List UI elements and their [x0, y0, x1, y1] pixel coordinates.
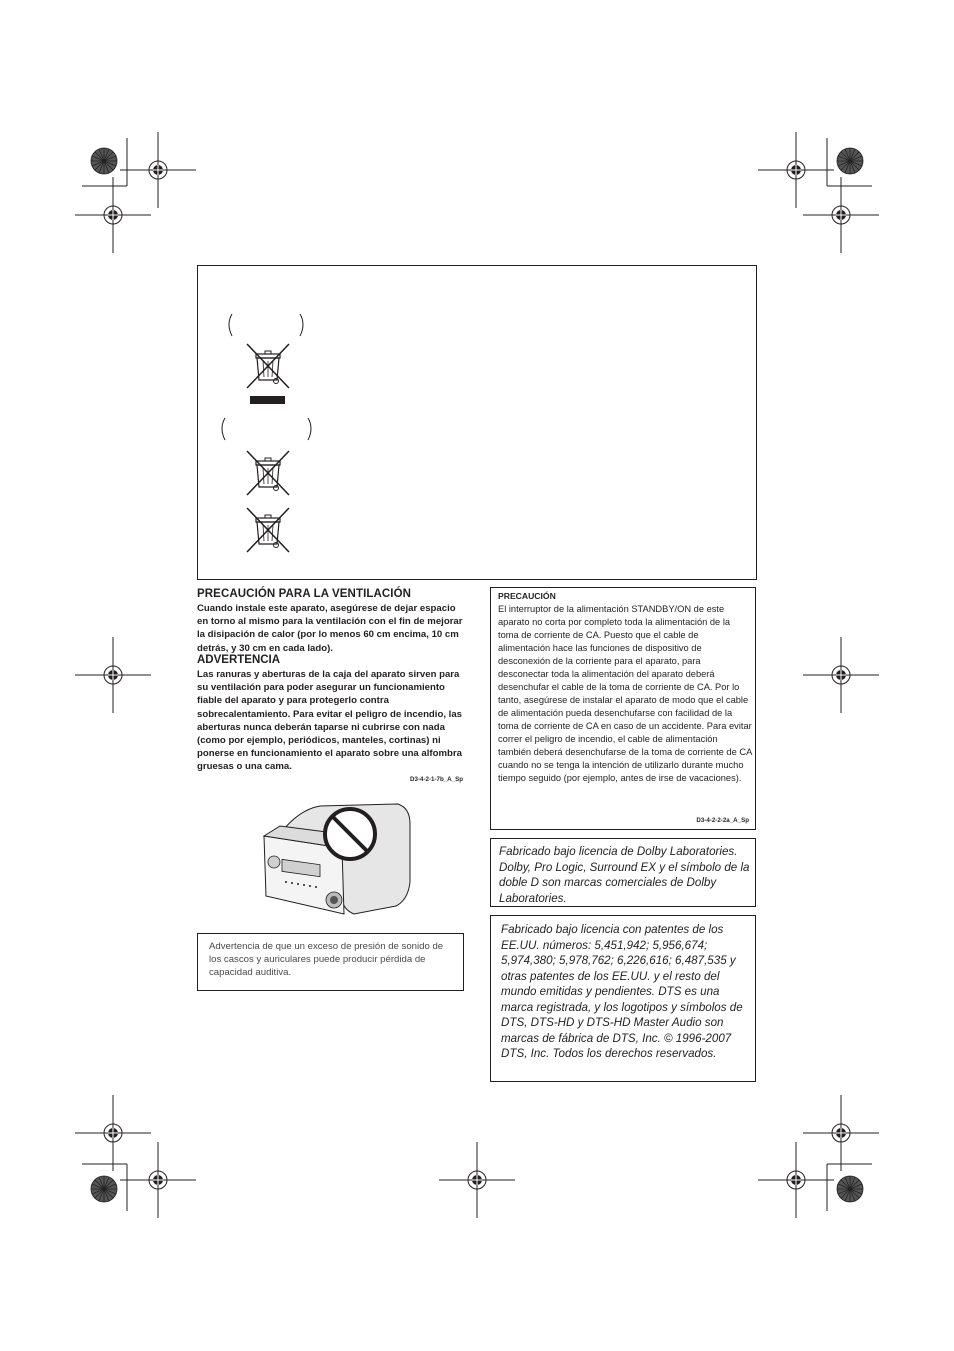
hearing-warning-text: Advertencia de que un exceso de presión de sonido de los cascos y auriculares puede producir pérdida de capacidad auditiva.	[209, 941, 444, 978]
crossed-bin-icon	[247, 451, 289, 495]
ventilation-heading: PRECAUCIÓN PARA LA VENTILACIÓN	[197, 588, 412, 600]
crossed-bin-icon	[247, 344, 289, 388]
dts-license-text: Fabricado bajo licencia con patentes de los EE.UU. números: 5,451,942; 5,956,674; 5,974,380; 5,978,762; 6,226,616; 6,487,535 y otras patentes de los EE.UU. y el resto del mundo emitidas y pendientes. DTS es una marca registrada, y los logotipos y símbolos de DTS, DTS-HD y DTS-HD Master Audio son marcas de fábrica de DTS, Inc. © 1996-2007 DTS, Inc. Todos los derechos reservados.	[501, 923, 743, 1060]
disposal-symbols	[198, 266, 758, 581]
dolby-license-text: Fabricado bajo licencia de Dolby Laboratories. Dolby, Pro Logic, Surround EX y el símbolo de la doble D son marcas comerciales de Dolby Laboratories.	[499, 845, 750, 905]
no-cover-icon	[325, 809, 375, 859]
warning-code: D3-4-2-1-7b_A_Sp	[410, 776, 463, 783]
dts-license-box	[490, 915, 756, 1082]
power-caution-body: El interruptor de la alimentación STANDBY/ON de este aparato no corta por completo toda la alimentación de la toma de corriente de CA. Puesto que el cable de alimentación hace las funciones de dispositivo de desconexión de la corriente para el aparato, para desconectar toda la alimentación del aparato deberá desenchufar el cable de la toma de corriente de CA. Por lo tanto, asegúrese de instalar el aparato de modo que el cable de alimentación pueda desenchufarse con facilidad de la toma de corriente de CA en caso de un accidente. Para evitar correr el peligro de incendio, el cable de alimentación también deberá desenchufarse de la toma de corriente de CA cuando no se tenga la intención de utilizarlo durante mucho tiempo seguido (por ejemplo, antes de irse de vacaciones).	[498, 604, 752, 783]
disposal-info-box	[197, 265, 757, 580]
power-caution-heading: PRECAUCIÓN	[498, 591, 556, 601]
power-caution-box	[490, 587, 756, 830]
bin-underline-bar	[250, 396, 285, 404]
warning-body: Las ranuras y aberturas de la caja del aparato sirven para su ventilación para poder asegurar un funcionamiento fiable del aparato y para protegerlo contra sobrecalentamiento. Para evitar el peligro de incendio, las aberturas nunca deberán taparse ni cubrirse con nada (como por ejemplo, periódicos, manteles, cortinas) ni ponerse en funcionamiento el aparato sobre una alfombra gruesas o una cama.	[197, 669, 462, 773]
ventilation-body: Cuando instale este aparato, asegúrese de dejar espacio en torno al mismo para la ventilación con el fin de mejorar la disipación de calor (por lo menos 60 cm encima, 10 cm detrás, y 30 cm en cada lado).	[197, 603, 463, 654]
hearing-warning-box	[197, 933, 464, 991]
dolby-license-box	[490, 838, 756, 907]
warning-heading: ADVERTENCIA	[197, 654, 281, 666]
crossed-bin-icon	[247, 508, 289, 552]
receiver-illustration	[258, 796, 418, 916]
power-caution-code: D3-4-2-2-2a_A_Sp	[696, 817, 749, 824]
